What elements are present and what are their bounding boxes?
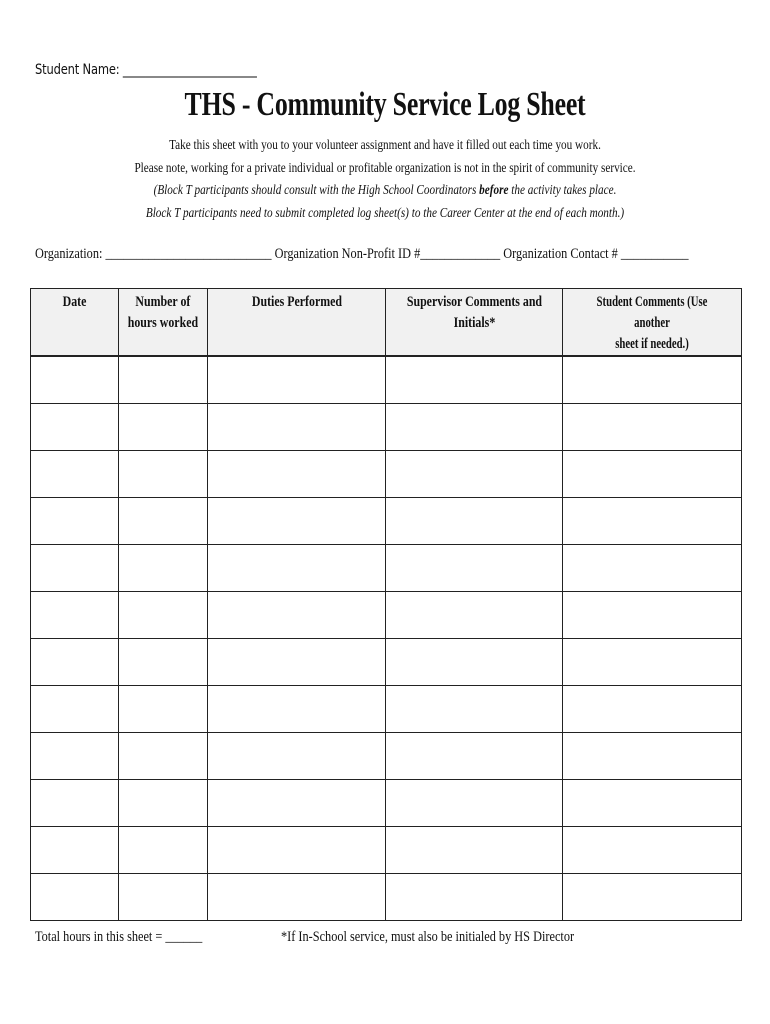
student-comments-cell[interactable] (563, 544, 742, 591)
date-cell[interactable] (31, 450, 119, 497)
table-row (31, 732, 742, 779)
supervisor-comments-cell[interactable] (386, 591, 563, 638)
duties-cell[interactable] (208, 873, 386, 920)
column-header-duties-label: Duties Performed (251, 294, 342, 310)
hours-cell[interactable] (119, 638, 208, 685)
instruction-line-3-end: the activity takes place. (508, 182, 617, 197)
column-header-supervisor-comments (386, 289, 563, 357)
student-comments-cell[interactable] (563, 685, 742, 732)
hours-cell[interactable] (119, 497, 208, 544)
hours-cell[interactable] (119, 873, 208, 920)
student-comments-cell[interactable] (563, 826, 742, 873)
duties-cell[interactable] (208, 403, 386, 450)
date-cell[interactable] (31, 403, 119, 450)
duties-cell[interactable] (208, 356, 386, 403)
supervisor-comments-cell[interactable] (386, 497, 563, 544)
supervisor-comments-cell[interactable] (386, 356, 563, 403)
duties-cell[interactable] (208, 544, 386, 591)
table-row (31, 638, 742, 685)
table-header-row (31, 289, 742, 357)
supervisor-comments-cell[interactable] (386, 732, 563, 779)
date-cell[interactable] (31, 356, 119, 403)
table-row (31, 826, 742, 873)
student-comments-cell[interactable] (563, 356, 742, 403)
date-cell[interactable] (31, 685, 119, 732)
student-comments-cell[interactable] (563, 403, 742, 450)
total-hours-field[interactable]: Total hours in this sheet = ______ (35, 929, 203, 945)
date-cell[interactable] (31, 779, 119, 826)
organization-fields[interactable]: Organization: ___________________________ Organization Non-Profit ID #_____________ Organization Contact # ___________ (35, 246, 689, 262)
hours-cell[interactable] (119, 403, 208, 450)
table-row (31, 685, 742, 732)
date-cell[interactable] (31, 638, 119, 685)
instruction-line-2: Please note, working for a private individual or profitable organization is not in the spirit of community service. (134, 159, 636, 175)
supervisor-comments-cell[interactable] (386, 873, 563, 920)
table-row (31, 497, 742, 544)
student-comments-cell[interactable] (563, 450, 742, 497)
supervisor-comments-cell[interactable] (386, 544, 563, 591)
student-comments-cell[interactable] (563, 732, 742, 779)
date-cell[interactable] (31, 497, 119, 544)
student-name-field[interactable]: Student Name: ________________________ (35, 62, 257, 78)
hours-cell[interactable] (119, 450, 208, 497)
instruction-line-1: Take this sheet with you to your volunteer assignment and have it filled out each time you work. (169, 137, 601, 152)
supervisor-comments-cell[interactable] (386, 779, 563, 826)
duties-cell[interactable] (208, 685, 386, 732)
page-title: THS - Community Service Log Sheet (184, 86, 586, 123)
table-row (31, 356, 742, 403)
hours-cell[interactable] (119, 732, 208, 779)
column-header-duties (208, 289, 386, 357)
hours-cell[interactable] (119, 685, 208, 732)
supervisor-comments-cell[interactable] (386, 685, 563, 732)
table-row (31, 591, 742, 638)
column-header-student-label: Student Comments (Use another sheet if needed.) (596, 294, 708, 352)
table-body (31, 356, 742, 920)
instruction-line-3-start: (Block T participants should consult with the High School Coordinators (153, 182, 480, 197)
date-cell[interactable] (31, 544, 119, 591)
supervisor-comments-cell[interactable] (386, 403, 563, 450)
table-row (31, 544, 742, 591)
date-cell[interactable] (31, 732, 119, 779)
date-cell[interactable] (31, 873, 119, 920)
student-comments-cell[interactable] (563, 638, 742, 685)
instruction-line-3 (65, 179, 704, 202)
instruction-line-4: Block T participants need to submit completed log sheet(s) to the Career Center at the end of each month.) (145, 204, 625, 220)
supervisor-comments-cell[interactable] (386, 826, 563, 873)
footnote: *If In-School service, must also be initialed by HS Director (281, 929, 575, 945)
duties-cell[interactable] (208, 497, 386, 544)
duties-cell[interactable] (208, 826, 386, 873)
duties-cell[interactable] (208, 591, 386, 638)
table-row (31, 403, 742, 450)
duties-cell[interactable] (208, 638, 386, 685)
table-row (31, 873, 742, 920)
date-cell[interactable] (31, 826, 119, 873)
student-comments-cell[interactable] (563, 591, 742, 638)
student-comments-cell[interactable] (563, 873, 742, 920)
hours-cell[interactable] (119, 356, 208, 403)
hours-cell[interactable] (119, 779, 208, 826)
column-header-student-comments (563, 289, 742, 357)
column-header-date-label: Date (62, 294, 87, 310)
hours-cell[interactable] (119, 826, 208, 873)
supervisor-comments-cell[interactable] (386, 450, 563, 497)
hours-cell[interactable] (119, 544, 208, 591)
instructions (0, 134, 770, 224)
date-cell[interactable] (31, 591, 119, 638)
supervisor-comments-cell[interactable] (386, 638, 563, 685)
column-header-hours (119, 289, 208, 357)
duties-cell[interactable] (208, 732, 386, 779)
duties-cell[interactable] (208, 450, 386, 497)
student-comments-cell[interactable] (563, 779, 742, 826)
column-header-hours-label: Number of hours worked (127, 294, 199, 331)
column-header-date (31, 289, 119, 357)
table-row (31, 450, 742, 497)
hours-cell[interactable] (119, 591, 208, 638)
service-log-table (30, 288, 742, 921)
instruction-line-3-emphasis: before (479, 182, 509, 197)
table-row (31, 779, 742, 826)
duties-cell[interactable] (208, 779, 386, 826)
student-comments-cell[interactable] (563, 497, 742, 544)
column-header-supervisor-label: Supervisor Comments and Initials* (406, 294, 542, 331)
